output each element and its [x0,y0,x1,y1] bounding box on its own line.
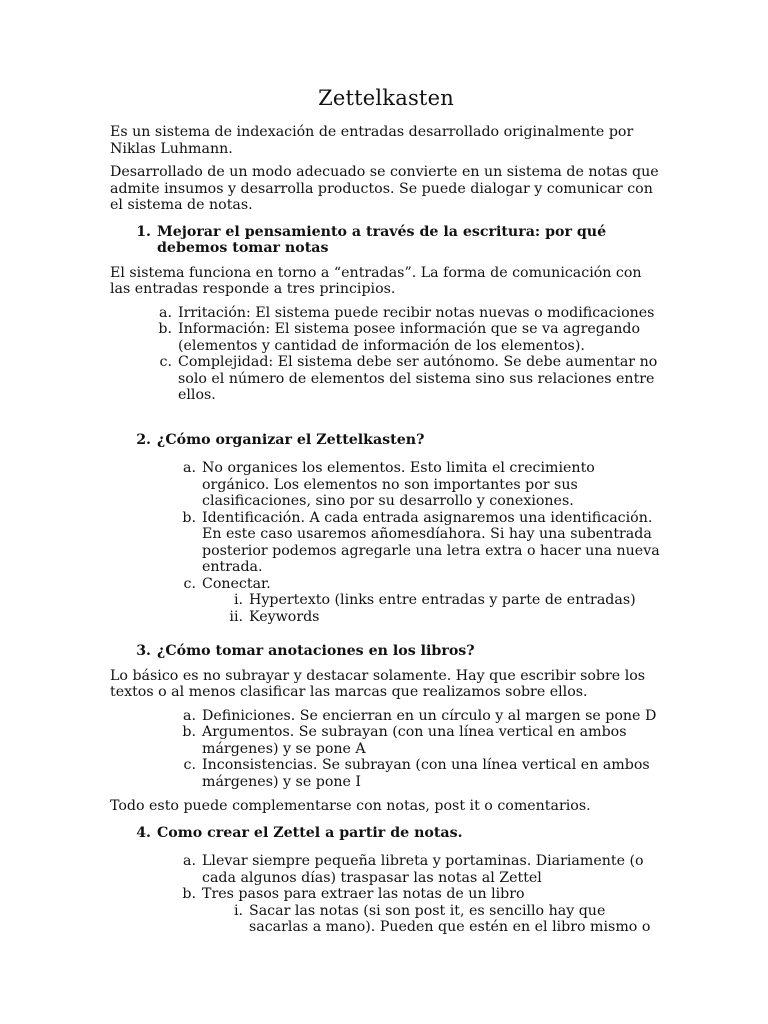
list-item [110,757,662,790]
intro-paragraph: Desarrollado de un modo adecuado se convierte en un sistema de notas que admite insumos y desarrolla productos. Se puede dialogar y comunicar con el sistema de notas. [110,164,659,213]
section-title: Mejorar el pensamiento a través de la escritura: por qué debemos tomar notas [157,223,607,256]
section-paragraph: Todo esto puede complementarse con notas, post it o comentarios. [110,798,591,814]
list-item [110,460,662,510]
intro-paragraph: Es un sistema de indexación de entradas desarrollado originalmente por Niklas Luhmann. [110,124,634,157]
list-item [110,853,662,886]
list-item-text: Definiciones. Se encierran en un círculo y al margen se pone D [202,707,657,724]
alpha-list [110,305,662,404]
list-item [110,576,662,593]
list-item-text: Argumentos. Se subrayan (con una línea vertical en ambos márgenes) y se pone A [202,724,627,757]
list-item-text: Complejidad: El sistema debe ser autónomo. Se debe aumentar no solo el número de elementos del sistema sino sus relaciones entre ellos. [178,354,658,403]
list-item [110,886,662,903]
list-item [110,354,662,404]
list-marker: b. [182,886,196,902]
list-marker: a. [159,304,172,321]
list-item-text: No organices los elementos. Esto limita el crecimiento orgánico. Los elementos no son importantes por sus clasificaciones, sino por su desarrollo y conexiones. [202,460,595,509]
document-title: Zettelkasten [318,86,454,110]
list-item [110,305,662,322]
alpha-list [110,460,662,592]
list-marker: a. [183,707,196,724]
list-marker: a. [183,853,196,869]
list-item [110,609,662,626]
list-marker: c. [159,354,172,370]
list-item [110,510,662,576]
section-paragraph: Lo básico es no subrayar y destacar solamente. Hay que escribir sobre los textos o al menos clasificar las marcas que realizamos sobre ellos. [110,667,646,700]
list-item [110,321,662,354]
list-item-text: Llevar siempre pequeña libreta y portaminas. Diariamente (o cada algunos días) traspasar las notas al Zettel [202,853,644,886]
list-marker: ii. [229,608,243,625]
alpha-list [110,708,662,791]
section-number: 2. [136,431,151,448]
list-marker: i. [233,592,243,608]
section-number: 4. [136,824,151,841]
list-item-text: Hypertexto (links entre entradas y parte de entradas) [249,592,636,608]
list-item [110,724,662,757]
list-item-text: Información: El sistema posee información que se va agregando (elementos y cantidad de información de los elementos). [178,321,641,354]
list-marker: b. [182,509,196,526]
list-item-text: Identificación. A cada entrada asignaremos una identificación. En este caso usaremos añomesdíahora. Si hay una subentrada posterior podemos agregarle una letra extra o hacer una nueva entrada. [202,509,660,575]
list-marker: c. [183,757,196,773]
section-title: Como crear el Zettel a partir de notas. [157,824,463,841]
section-heading [110,224,662,257]
section-title: ¿Cómo organizar el Zettelkasten? [157,431,425,448]
alpha-list [110,853,662,903]
list-marker: i. [233,902,243,919]
section-heading [110,825,662,842]
list-item-text: Irritación: El sistema puede recibir notas nuevas o modificaciones [178,304,655,321]
list-item [110,592,662,609]
list-item-text: Tres pasos para extraer las notas de un libro [202,886,525,902]
list-marker: b. [182,724,196,740]
section-paragraph: El sistema funciona en torno a “entradas”. La forma de comunicación con las entradas responde a tres principios. [110,264,642,297]
list-item-text: Sacar las notas (si son post it, es sencillo hay que sacarlas a mano). Pueden que estén en el libro mismo o [249,902,651,935]
list-marker: a. [183,460,196,476]
section-heading [110,432,662,449]
roman-list [110,903,662,936]
section-heading [110,643,662,660]
list-marker: c. [183,575,196,592]
section-number: 3. [136,643,151,659]
list-marker: b. [158,321,172,337]
section-title: ¿Cómo tomar anotaciones en los libros? [157,643,475,659]
document-page [110,84,662,936]
list-item [110,903,662,936]
list-item-text: Inconsistencias. Se subrayan (con una línea vertical en ambos márgenes) y se pone I [202,757,650,790]
section-number: 1. [136,223,151,240]
roman-list [110,592,662,625]
list-item [110,708,662,725]
list-item-text: Conectar. [202,575,271,592]
list-item-text: Keywords [249,608,320,625]
